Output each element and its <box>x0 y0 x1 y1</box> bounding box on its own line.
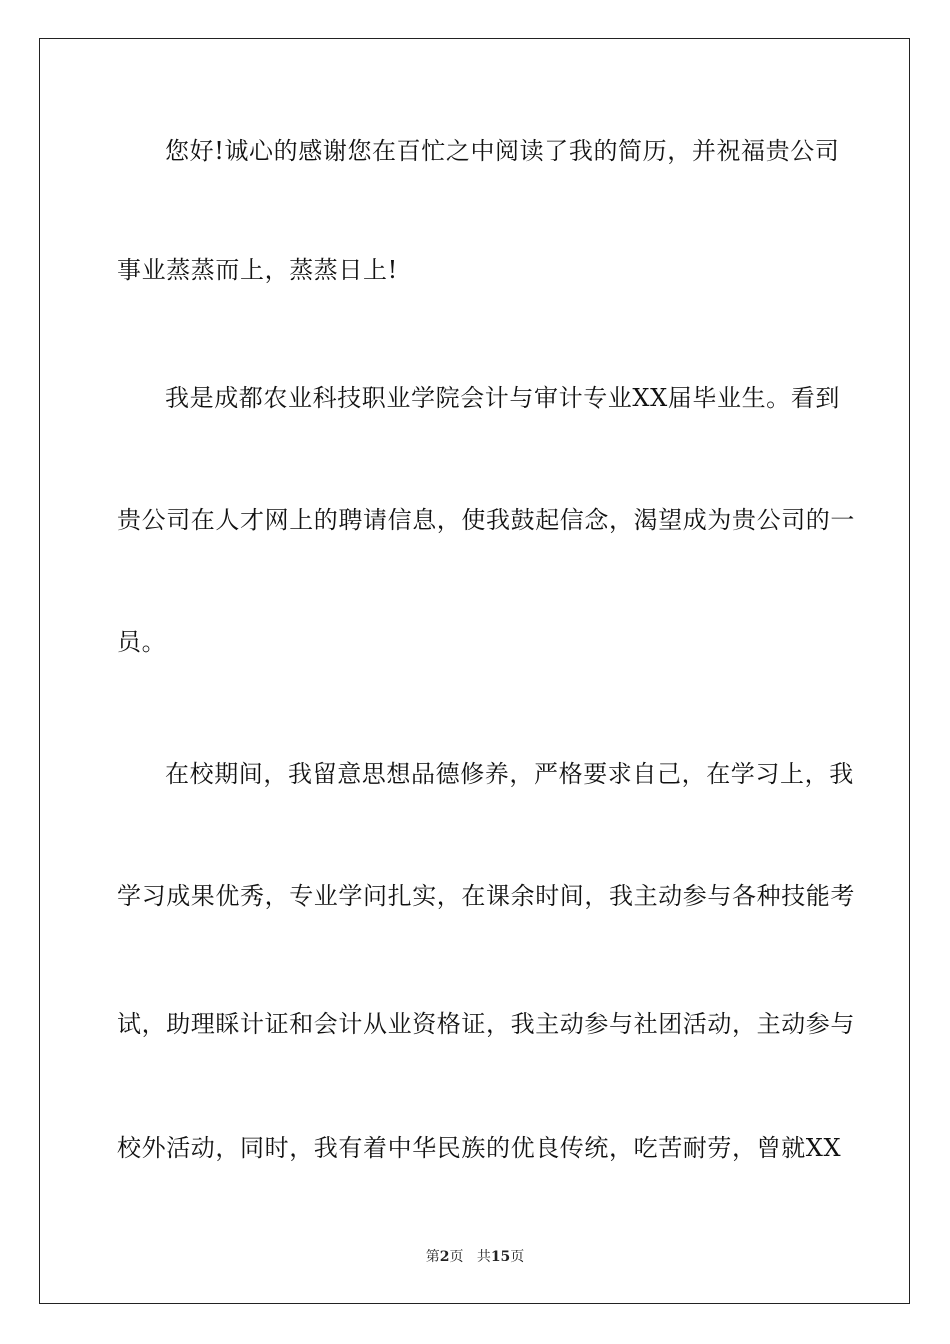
paragraph-3-line-1: 在校期间，我留意思想品德修养，严格要求自己，在学习上，我 <box>165 760 854 788</box>
paragraph-1-line-1: 您好!诚心的感谢您在百忙之中阅读了我的简历，并祝福贵公司 <box>165 137 840 165</box>
footer-total-prefix: 共 <box>476 1249 491 1265</box>
paragraph-2-line-3: 员。 <box>117 628 167 656</box>
paragraph-1-line-2: 事业蒸蒸而上，蒸蒸日上! <box>117 256 398 284</box>
footer-page-suffix: 页 <box>449 1249 464 1265</box>
paragraph-3-line-4: 校外活动，同时，我有着中华民族的优良传统，吃苦耐劳，曾就XX <box>117 1134 842 1162</box>
footer-prefix: 第 <box>425 1249 440 1265</box>
paragraph-3-line-3: 试，助理睬计证和会计从业资格证，我主动参与社团活动，主动参与 <box>117 1010 855 1038</box>
footer-total-suffix: 页 <box>510 1249 525 1265</box>
paragraph-2-line-2: 贵公司在人才网上的聘请信息，使我鼓起信念，渴望成为贵公司的一 <box>117 506 855 534</box>
page-border <box>39 38 910 1304</box>
page-footer <box>0 1248 950 1266</box>
footer-page-number: 2 <box>439 1249 450 1265</box>
paragraph-3-line-2: 学习成果优秀，专业学问扎实，在课余时间，我主动参与各种技能考 <box>117 882 855 910</box>
footer-total-pages: 15 <box>490 1249 511 1265</box>
paragraph-2-line-1: 我是成都农业科技职业学院会计与审计专业XX届毕业生。看到 <box>165 384 840 412</box>
